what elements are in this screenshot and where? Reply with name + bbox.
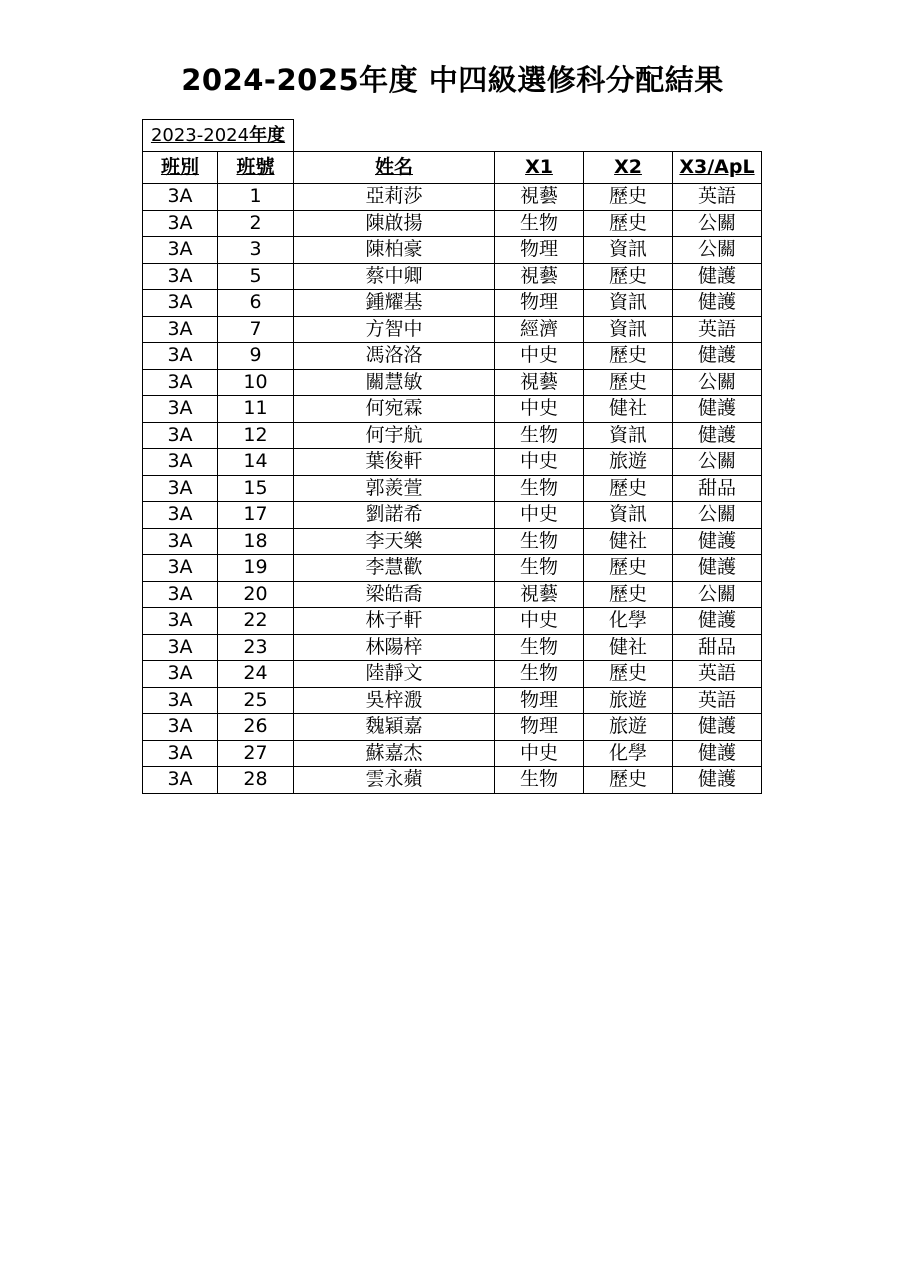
- table-row: [143, 581, 762, 608]
- table-row: [143, 661, 762, 688]
- cell-x3: 健護: [673, 263, 762, 290]
- cell-class: 3A: [143, 502, 218, 529]
- cell-x3: 公關: [673, 210, 762, 237]
- cell-x3: 健護: [673, 608, 762, 635]
- cell-x2: 健社: [584, 528, 673, 555]
- table-row: [143, 290, 762, 317]
- cell-x2: 歷史: [584, 555, 673, 582]
- cell-x2: 化學: [584, 608, 673, 635]
- cell-class: 3A: [143, 316, 218, 343]
- cell-class: 3A: [143, 263, 218, 290]
- cell-class-number: 15: [218, 475, 294, 502]
- cell-x1: 生物: [495, 528, 584, 555]
- cell-name: 陳啟揚: [294, 210, 495, 237]
- cell-x3: 健護: [673, 555, 762, 582]
- cell-class-number: 23: [218, 634, 294, 661]
- cell-x3: 健護: [673, 714, 762, 741]
- cell-x2: 化學: [584, 740, 673, 767]
- cell-class-number: 6: [218, 290, 294, 317]
- cell-class-number: 20: [218, 581, 294, 608]
- cell-x2: 資訊: [584, 237, 673, 264]
- cell-class: 3A: [143, 290, 218, 317]
- table-row: [143, 184, 762, 211]
- cell-class: 3A: [143, 740, 218, 767]
- cell-x3: 甜品: [673, 634, 762, 661]
- cell-x2: 旅遊: [584, 449, 673, 476]
- cell-name: 陳柏豪: [294, 237, 495, 264]
- cell-x2: 歷史: [584, 210, 673, 237]
- header-class-number: 班號: [218, 152, 294, 184]
- cell-x1: 物理: [495, 290, 584, 317]
- table-row: [143, 449, 762, 476]
- cell-class: 3A: [143, 369, 218, 396]
- cell-x3: 公關: [673, 502, 762, 529]
- cell-class-number: 28: [218, 767, 294, 794]
- cell-name: 何宇航: [294, 422, 495, 449]
- cell-x2: 歷史: [584, 581, 673, 608]
- cell-name: 何宛霖: [294, 396, 495, 423]
- cell-x3: 健護: [673, 767, 762, 794]
- header-class: 班別: [143, 152, 218, 184]
- table-row: [143, 634, 762, 661]
- cell-class-number: 7: [218, 316, 294, 343]
- cell-name: 亞莉莎: [294, 184, 495, 211]
- cell-class-number: 2: [218, 210, 294, 237]
- cell-x1: 生物: [495, 422, 584, 449]
- cell-class: 3A: [143, 475, 218, 502]
- cell-x3: 英語: [673, 687, 762, 714]
- cell-class: 3A: [143, 422, 218, 449]
- cell-x2: 歷史: [584, 475, 673, 502]
- cell-class: 3A: [143, 396, 218, 423]
- cell-class: 3A: [143, 767, 218, 794]
- cell-x3: 健護: [673, 528, 762, 555]
- cell-x2: 旅遊: [584, 714, 673, 741]
- cell-class-number: 27: [218, 740, 294, 767]
- cell-x1: 生物: [495, 555, 584, 582]
- cell-class: 3A: [143, 449, 218, 476]
- table-row: [143, 714, 762, 741]
- table-row: [143, 396, 762, 423]
- cell-class: 3A: [143, 581, 218, 608]
- cell-class: 3A: [143, 555, 218, 582]
- cell-x1: 物理: [495, 687, 584, 714]
- cell-x1: 物理: [495, 237, 584, 264]
- cell-x2: 旅遊: [584, 687, 673, 714]
- cell-x1: 中史: [495, 449, 584, 476]
- cell-class-number: 9: [218, 343, 294, 370]
- table-row: [143, 555, 762, 582]
- cell-class: 3A: [143, 687, 218, 714]
- cell-x3: 健護: [673, 422, 762, 449]
- cell-name: 林子軒: [294, 608, 495, 635]
- table-row: [143, 740, 762, 767]
- cell-name: 林陽梓: [294, 634, 495, 661]
- cell-x1: 視藝: [495, 581, 584, 608]
- cell-class-number: 5: [218, 263, 294, 290]
- cell-name: 葉俊軒: [294, 449, 495, 476]
- cell-name: 關慧敏: [294, 369, 495, 396]
- header-row: [143, 152, 762, 184]
- cell-x3: 公關: [673, 449, 762, 476]
- prior-year-text: 2023-2024: [150, 125, 250, 146]
- cell-name: 李慧歡: [294, 555, 495, 582]
- cell-x1: 中史: [495, 608, 584, 635]
- header-x1: X1: [495, 152, 584, 184]
- cell-class: 3A: [143, 714, 218, 741]
- cell-x2: 健社: [584, 634, 673, 661]
- cell-x1: 生物: [495, 475, 584, 502]
- cell-class: 3A: [143, 528, 218, 555]
- cell-x1: 視藝: [495, 184, 584, 211]
- table-row: [143, 528, 762, 555]
- cell-x3: 健護: [673, 343, 762, 370]
- cell-x3: 健護: [673, 740, 762, 767]
- cell-name: 陸靜文: [294, 661, 495, 688]
- cell-x3: 英語: [673, 184, 762, 211]
- cell-class: 3A: [143, 184, 218, 211]
- cell-x3: 健護: [673, 290, 762, 317]
- cell-class-number: 11: [218, 396, 294, 423]
- cell-name: 鍾耀基: [294, 290, 495, 317]
- cell-name: 梁皓喬: [294, 581, 495, 608]
- cell-x3: 公關: [673, 369, 762, 396]
- cell-name: 馮洛洛: [294, 343, 495, 370]
- cell-x1: 中史: [495, 502, 584, 529]
- cell-x2: 健社: [584, 396, 673, 423]
- table-row: [143, 316, 762, 343]
- cell-x1: 生物: [495, 210, 584, 237]
- cell-class-number: 3: [218, 237, 294, 264]
- allocation-table: [142, 151, 762, 794]
- table-row: [143, 687, 762, 714]
- table-row: [143, 369, 762, 396]
- cell-x2: 歷史: [584, 263, 673, 290]
- cell-name: 蘇嘉杰: [294, 740, 495, 767]
- cell-class: 3A: [143, 343, 218, 370]
- cell-class-number: 26: [218, 714, 294, 741]
- table-row: [143, 422, 762, 449]
- cell-name: 蔡中卿: [294, 263, 495, 290]
- table-row: [143, 237, 762, 264]
- table-row: [143, 502, 762, 529]
- cell-class-number: 25: [218, 687, 294, 714]
- cell-name: 劉諾希: [294, 502, 495, 529]
- cell-x1: 中史: [495, 396, 584, 423]
- cell-x1: 生物: [495, 661, 584, 688]
- cell-class: 3A: [143, 608, 218, 635]
- cell-name: 李天樂: [294, 528, 495, 555]
- cell-x2: 資訊: [584, 316, 673, 343]
- prior-year-suffix: 年度: [249, 125, 286, 146]
- cell-x1: 中史: [495, 740, 584, 767]
- cell-x3: 英語: [673, 661, 762, 688]
- cell-x2: 歷史: [584, 767, 673, 794]
- cell-x3: 健護: [673, 396, 762, 423]
- cell-x2: 歷史: [584, 369, 673, 396]
- page-title: 2024-2025年度 中四級選修科分配結果: [181, 63, 724, 97]
- cell-x3: 公關: [673, 237, 762, 264]
- cell-x2: 歷史: [584, 343, 673, 370]
- table-row: [143, 475, 762, 502]
- table-row: [143, 767, 762, 794]
- cell-name: 魏穎嘉: [294, 714, 495, 741]
- cell-x2: 資訊: [584, 502, 673, 529]
- cell-class: 3A: [143, 210, 218, 237]
- cell-x1: 物理: [495, 714, 584, 741]
- cell-x2: 歷史: [584, 184, 673, 211]
- cell-class-number: 1: [218, 184, 294, 211]
- cell-x2: 資訊: [584, 422, 673, 449]
- cell-x2: 資訊: [584, 290, 673, 317]
- cell-x1: 經濟: [495, 316, 584, 343]
- cell-class-number: 17: [218, 502, 294, 529]
- cell-x2: 歷史: [584, 661, 673, 688]
- cell-class-number: 24: [218, 661, 294, 688]
- prior-year-label: [142, 119, 294, 152]
- cell-name: 方智中: [294, 316, 495, 343]
- table-row: [143, 210, 762, 237]
- cell-class-number: 18: [218, 528, 294, 555]
- cell-class-number: 22: [218, 608, 294, 635]
- cell-class-number: 14: [218, 449, 294, 476]
- cell-class: 3A: [143, 661, 218, 688]
- cell-class-number: 12: [218, 422, 294, 449]
- header-name: 姓名: [294, 152, 495, 184]
- cell-x1: 視藝: [495, 369, 584, 396]
- cell-class: 3A: [143, 237, 218, 264]
- cell-class-number: 19: [218, 555, 294, 582]
- cell-x3: 英語: [673, 316, 762, 343]
- header-x3: X3/ApL: [673, 152, 762, 184]
- cell-x3: 甜品: [673, 475, 762, 502]
- cell-x1: 視藝: [495, 263, 584, 290]
- cell-name: 雲永蘋: [294, 767, 495, 794]
- cell-name: 郭羨萱: [294, 475, 495, 502]
- cell-class: 3A: [143, 634, 218, 661]
- table-row: [143, 343, 762, 370]
- cell-x1: 生物: [495, 634, 584, 661]
- table-row: [143, 263, 762, 290]
- cell-class-number: 10: [218, 369, 294, 396]
- table-row: [143, 608, 762, 635]
- cell-x1: 中史: [495, 343, 584, 370]
- header-x2: X2: [584, 152, 673, 184]
- cell-x3: 公關: [673, 581, 762, 608]
- cell-name: 吳梓溵: [294, 687, 495, 714]
- cell-x1: 生物: [495, 767, 584, 794]
